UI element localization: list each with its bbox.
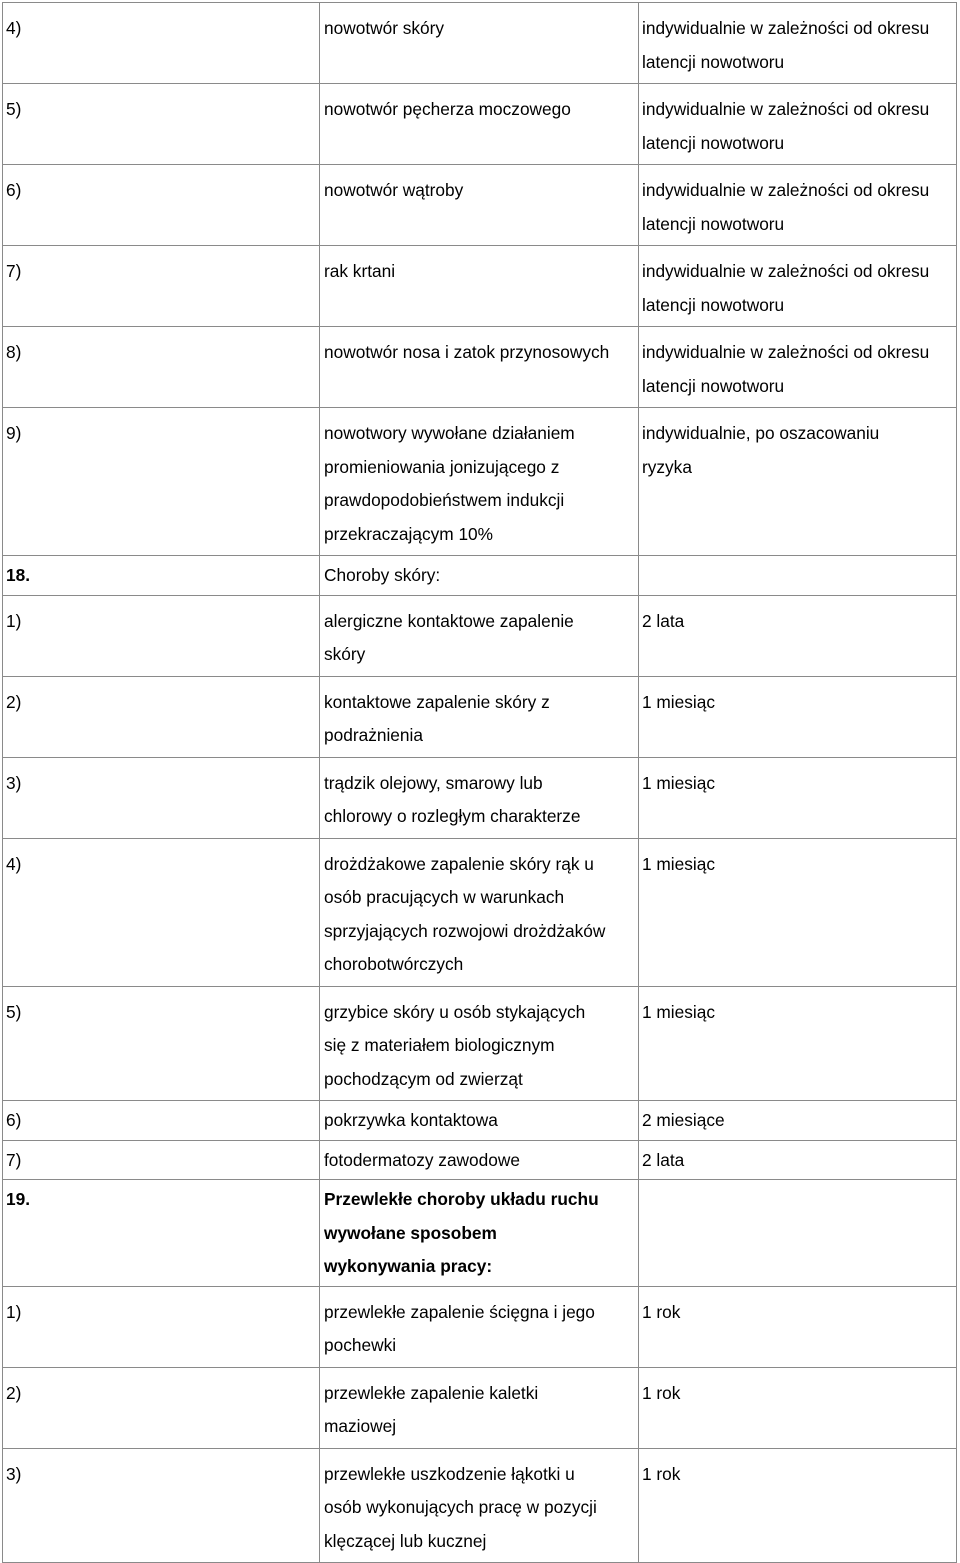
exposure-period: 1 miesiąc [642,1001,715,1022]
table-row [3,838,957,986]
exposure-period: 2 miesiące [642,1110,725,1130]
row-number: 1) [6,1301,22,1322]
table-row [3,1448,957,1563]
row-number: 2) [6,1382,22,1403]
table-row [3,408,957,556]
section-number: 18. [6,565,31,585]
row-number: 6) [6,1110,22,1130]
exposure-period: 1 rok [642,1382,681,1403]
disease-name: nowotwór wątroby [324,180,464,200]
exposure-period: indywidualnie w zależności od okresu latencji nowotworu [642,180,930,234]
table-row [3,757,957,838]
table-row [3,84,957,165]
disease-name: nowotwory wywołane działaniem promieniowania jonizującego z prawdopodobieństwem indukcji przekraczającym 10% [324,423,575,544]
exposure-period: indywidualnie w zależności od okresu latencji nowotworu [642,342,930,396]
disease-name: kontaktowe zapalenie skóry z podrażnienia [324,691,550,745]
table-row [3,3,957,84]
exposure-period: 1 rok [642,1301,681,1322]
table-row [3,595,957,676]
exposure-period [639,556,956,561]
disease-name: nowotwór pęcherza moczowego [324,99,571,119]
table-row [3,986,957,1101]
disease-name: nowotwór nosa i zatok przynosowych [324,342,610,362]
disease-name: pokrzywka kontaktowa [324,1110,498,1130]
exposure-period: 1 rok [642,1463,681,1484]
exposure-period: 1 miesiąc [642,853,715,874]
disease-name: trądzik olejowy, smarowy lub chlorowy o rozległym charakterze [324,772,581,826]
row-number: 4) [6,18,22,38]
table-row [3,1367,957,1448]
disease-name: rak krtani [324,261,396,281]
row-number: 7) [6,261,22,281]
row-number: 2) [6,691,22,712]
exposure-period [639,1180,956,1185]
disease-name: przewlekłe uszkodzenie łąkotki u osób wykonujących pracę w pozycji klęczącej lub kucznej [324,1463,597,1551]
disease-name: grzybice skóry u osób stykających się z materiałem biologicznym pochodzącym od zwierząt [324,1001,586,1089]
exposure-period: indywidualnie w zależności od okresu latencji nowotworu [642,261,930,315]
table-row [3,1286,957,1367]
disease-table [2,2,957,1563]
exposure-period: indywidualnie w zależności od okresu latencji nowotworu [642,18,930,72]
section-title: Przewlekłe choroby układu ruchu wywołane sposobem wykonywania pracy: [324,1189,599,1276]
row-number: 3) [6,1463,22,1484]
table-row [3,676,957,757]
disease-name: przewlekłe zapalenie kaletki maziowej [324,1382,539,1436]
exposure-period: 2 lata [642,610,685,631]
table-row [3,165,957,246]
table-row [3,246,957,327]
disease-name: drożdżakowe zapalenie skóry rąk u osób pracujących w warunkach sprzyjających rozwojowi drożdżaków chorobotwórczych [324,853,606,974]
exposure-period: indywidualnie w zależności od okresu latencji nowotworu [642,99,930,153]
exposure-period: 2 lata [642,1149,685,1170]
section-header-row [3,556,957,596]
disease-name: fotodermatozy zawodowe [324,1149,520,1170]
table-row [3,1101,957,1141]
row-number: 4) [6,853,22,874]
row-number: 3) [6,772,22,793]
row-number: 9) [6,423,22,443]
section-header-row [3,1180,957,1287]
disease-table-body [3,3,957,1563]
exposure-period: 1 miesiąc [642,691,715,712]
table-row [3,1140,957,1180]
disease-name: przewlekłe zapalenie ścięgna i jego pochewki [324,1301,595,1355]
row-number: 1) [6,610,22,631]
row-number: 6) [6,180,22,200]
table-row [3,327,957,408]
disease-name: nowotwór skóry [324,18,445,38]
row-number: 5) [6,1001,22,1022]
row-number: 5) [6,99,22,119]
section-number: 19. [6,1189,31,1209]
row-number: 7) [6,1149,22,1170]
section-title: Choroby skóry: [324,565,441,585]
exposure-period: 1 miesiąc [642,772,715,793]
document-page [2,2,956,1563]
exposure-period: indywidualnie, po oszacowaniu ryzyka [642,423,880,477]
row-number: 8) [6,342,22,362]
disease-name: alergiczne kontaktowe zapalenie skóry [324,610,574,664]
